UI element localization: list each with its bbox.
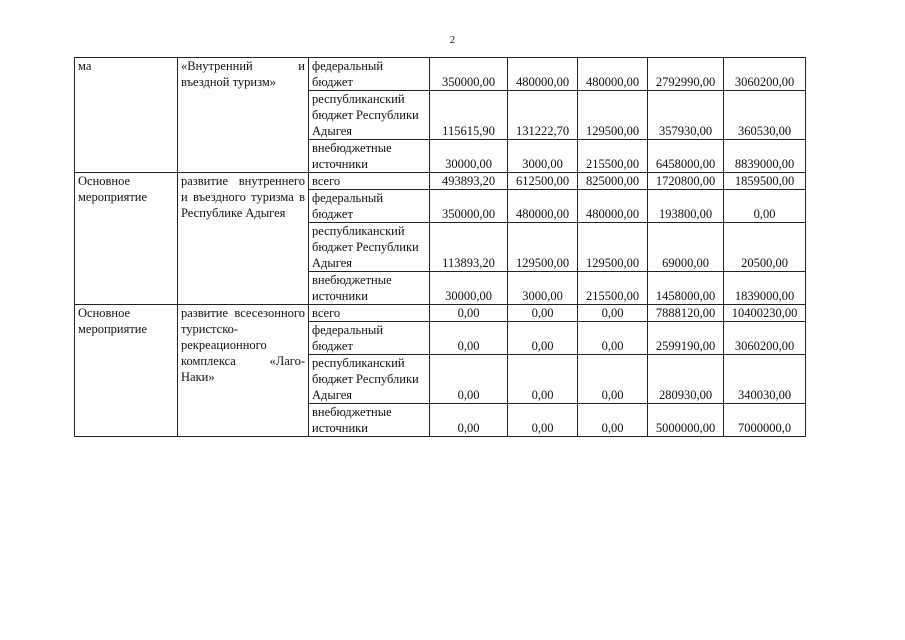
value-cell: 129500,00	[508, 223, 578, 272]
value-cell: 340030,00	[724, 355, 806, 404]
source-cell: внебюджетные источники	[309, 272, 430, 305]
value-cell: 193800,00	[648, 190, 724, 223]
value-cell: 8839000,00	[724, 140, 806, 173]
value-cell: 0,00	[508, 355, 578, 404]
value-cell: 7000000,0	[724, 404, 806, 437]
value-cell: 0,00	[724, 190, 806, 223]
value-cell: 3000,00	[508, 140, 578, 173]
value-cell: 350000,00	[430, 190, 508, 223]
value-cell: 5000000,00	[648, 404, 724, 437]
value-cell: 3060200,00	[724, 58, 806, 91]
value-cell: 0,00	[430, 355, 508, 404]
table-row	[75, 173, 806, 190]
value-cell: 0,00	[508, 322, 578, 355]
source-cell: всего	[309, 305, 430, 322]
row-name-cell: «Внутренний и въездной туризм»	[178, 58, 309, 173]
value-cell: 6458000,00	[648, 140, 724, 173]
value-cell: 2599190,00	[648, 322, 724, 355]
value-cell: 30000,00	[430, 140, 508, 173]
value-cell: 10400230,00	[724, 305, 806, 322]
row-type-cell: Основное мероприятие	[75, 173, 178, 305]
value-cell: 0,00	[578, 355, 648, 404]
value-cell: 2792990,00	[648, 58, 724, 91]
value-cell: 1720800,00	[648, 173, 724, 190]
value-cell: 0,00	[430, 322, 508, 355]
value-cell: 0,00	[508, 404, 578, 437]
row-type-cell: ма	[75, 58, 178, 173]
value-cell: 360530,00	[724, 91, 806, 140]
value-cell: 1859500,00	[724, 173, 806, 190]
value-cell: 131222,70	[508, 91, 578, 140]
source-cell: республиканский бюджет Республики Адыгея	[309, 355, 430, 404]
source-cell: республиканский бюджет Республики Адыгея	[309, 223, 430, 272]
source-cell: всего	[309, 173, 430, 190]
value-cell: 1458000,00	[648, 272, 724, 305]
source-cell: федеральный бюджет	[309, 190, 430, 223]
value-cell: 480000,00	[508, 58, 578, 91]
value-cell: 0,00	[578, 404, 648, 437]
value-cell: 0,00	[430, 404, 508, 437]
source-cell: федеральный бюджет	[309, 58, 430, 91]
table-row	[75, 305, 806, 322]
page-number: 2	[449, 34, 456, 46]
value-cell: 69000,00	[648, 223, 724, 272]
value-cell: 129500,00	[578, 91, 648, 140]
budget-table	[74, 57, 806, 437]
value-cell: 480000,00	[508, 190, 578, 223]
value-cell: 30000,00	[430, 272, 508, 305]
row-name-cell: развитие внутреннего и въездного туризма в Республике Адыгея	[178, 173, 309, 305]
source-cell: федеральный бюджет	[309, 322, 430, 355]
row-name-cell: развитие всесезонного туристско-рекреационного комплекса «Лаго-Наки»	[178, 305, 309, 437]
source-cell: внебюджетные источники	[309, 404, 430, 437]
value-cell: 480000,00	[578, 58, 648, 91]
table-row	[75, 58, 806, 91]
value-cell: 215500,00	[578, 272, 648, 305]
value-cell: 115615,90	[430, 91, 508, 140]
source-cell: республиканский бюджет Республики Адыгея	[309, 91, 430, 140]
value-cell: 7888120,00	[648, 305, 724, 322]
value-cell: 3060200,00	[724, 322, 806, 355]
value-cell: 20500,00	[724, 223, 806, 272]
value-cell: 825000,00	[578, 173, 648, 190]
value-cell: 215500,00	[578, 140, 648, 173]
value-cell: 0,00	[430, 305, 508, 322]
value-cell: 0,00	[578, 305, 648, 322]
source-cell: внебюджетные источники	[309, 140, 430, 173]
value-cell: 357930,00	[648, 91, 724, 140]
value-cell: 280930,00	[648, 355, 724, 404]
value-cell: 350000,00	[430, 58, 508, 91]
value-cell: 0,00	[578, 322, 648, 355]
value-cell: 1839000,00	[724, 272, 806, 305]
value-cell: 493893,20	[430, 173, 508, 190]
value-cell: 129500,00	[578, 223, 648, 272]
value-cell: 480000,00	[578, 190, 648, 223]
row-type-cell: Основное мероприятие	[75, 305, 178, 437]
value-cell: 3000,00	[508, 272, 578, 305]
value-cell: 113893,20	[430, 223, 508, 272]
value-cell: 0,00	[508, 305, 578, 322]
value-cell: 612500,00	[508, 173, 578, 190]
